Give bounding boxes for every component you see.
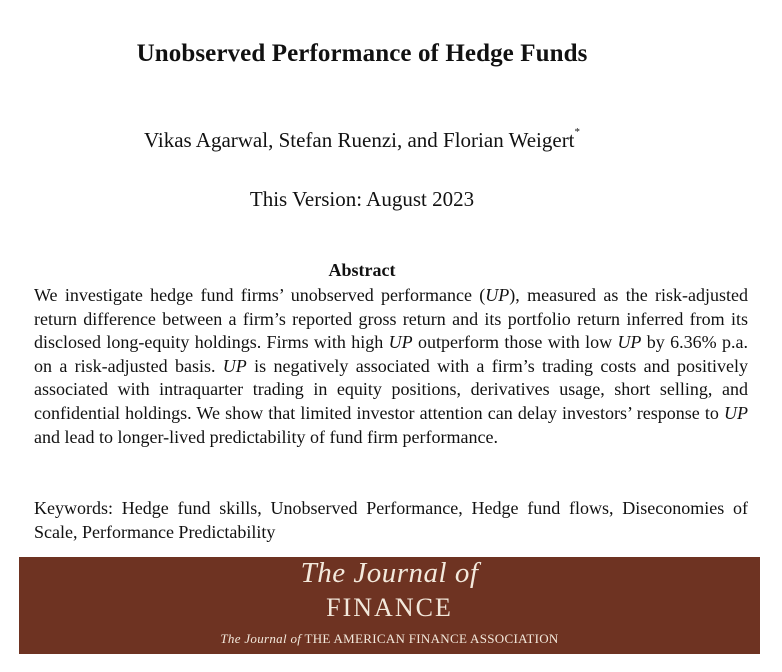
author-footnote-mark: * — [574, 126, 581, 138]
abstract-segment: and lead to longer-lived predictability of fund firm performance. — [34, 426, 498, 447]
abstract-up-term: UP — [617, 332, 642, 353]
author-names: Vikas Agarwal, Stefan Ruenzi, and Florian Weigert — [143, 128, 575, 152]
abstract-segment: We investigate hedge fund firms’ unobserved performance ( — [34, 285, 486, 305]
journal-logo-banner — [19, 557, 760, 654]
abstract-segment: ), measured as the risk-adjusted return difference between a firm’s reported gross return and its portfolio return inferred from its disclosed long-equity holdings. Firms with high — [34, 285, 748, 353]
paper-title: Unobserved Performance of Hedge Funds — [136, 40, 588, 67]
abstract-up-term: UP — [222, 355, 247, 376]
version-date: This Version: August 2023 — [249, 187, 475, 211]
author-line — [0, 128, 724, 153]
abstract-heading: Abstract — [328, 260, 396, 280]
journal-script-title: The Journal of — [300, 557, 479, 589]
journal-tagline-association: THE AMERICAN FINANCE ASSOCIATION — [301, 631, 559, 646]
keywords-text: Keywords: Hedge fund skills, Unobserved Performance, Hedge fund flows, Diseconomies of Scale, Performance Predictability — [34, 498, 748, 542]
abstract-up-term: UP — [388, 332, 413, 353]
journal-tagline — [19, 631, 760, 647]
abstract-text — [34, 284, 748, 449]
abstract-segment: by 6.36% p.a. on a risk-adjusted basis. — [34, 332, 748, 376]
abstract-segment: outperform those with low — [412, 332, 618, 353]
abstract-up-term: UP — [724, 402, 748, 423]
abstract-up-term: UP — [485, 285, 510, 305]
abstract-segment: is negatively associated with a firm’s trading costs and positively associated with intraquarter trading in equity positions, derivatives usage, short selling, and confidential holdings. We show that limited investor attention can delay investors’ response to — [34, 355, 749, 423]
journal-name: FINANCE — [326, 593, 453, 622]
journal-tagline-prefix: The Journal of — [220, 631, 302, 646]
